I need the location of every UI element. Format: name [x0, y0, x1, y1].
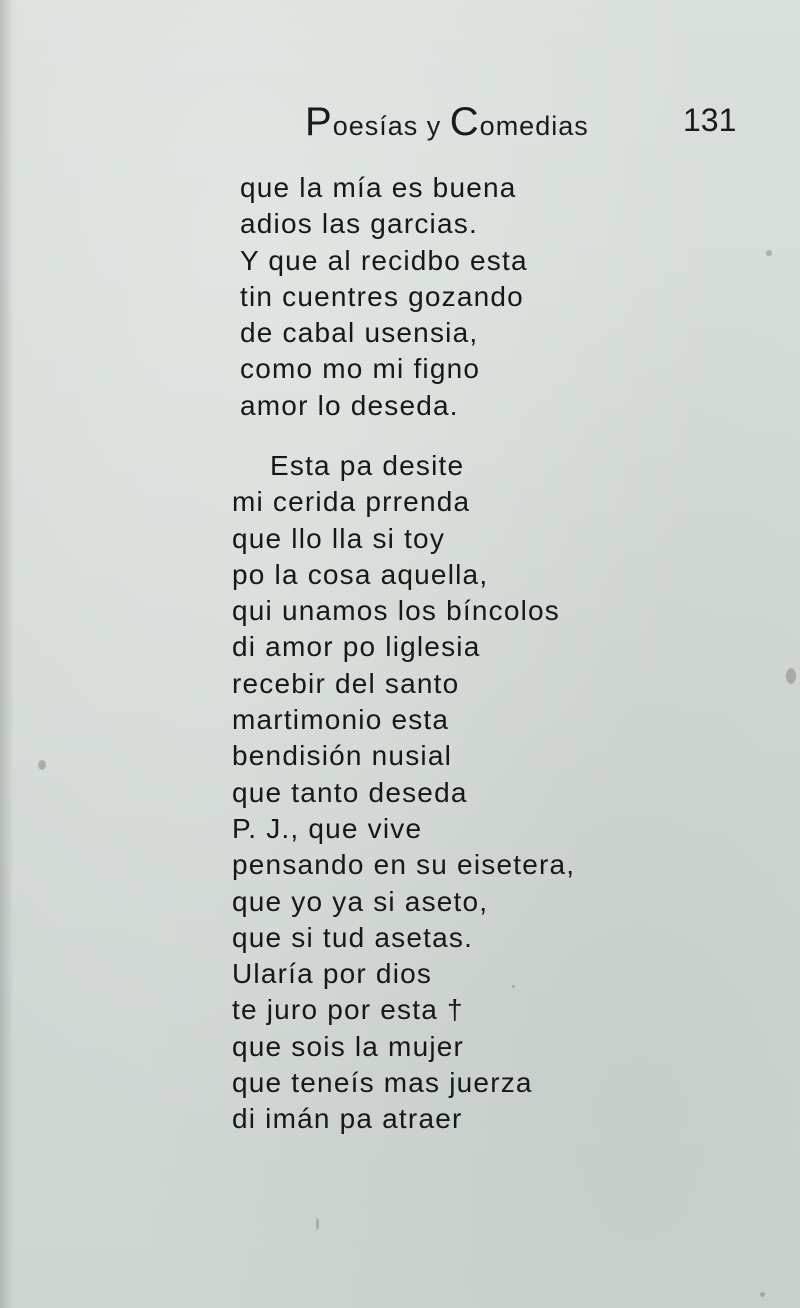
verse-line: que yo ya si aseto,: [232, 885, 489, 917]
stanza-2: [0, 448, 800, 1138]
verse-line: recebir del santo: [232, 667, 460, 699]
page-number: 131: [683, 102, 737, 138]
verse-line: mi cerida prrenda: [232, 486, 471, 518]
verse-line: que teneís mas juerza: [232, 1067, 533, 1099]
verse-line: que llo lla si toy: [232, 522, 446, 554]
verse-line: martimonio esta: [232, 704, 450, 736]
verse-line: que tanto deseda: [232, 776, 468, 808]
verse-line: amor lo deseda.: [240, 389, 459, 421]
verse-line: tin cuentres gozando: [240, 280, 524, 312]
verse-line: qui unamos los bíncolos: [232, 595, 560, 627]
verse-line: que sois la mujer: [232, 1030, 465, 1062]
stanza-1: [0, 170, 800, 424]
verse-line: te juro por esta †: [232, 994, 464, 1026]
page-header: [0, 96, 800, 146]
verse-line: di imán pa atraer: [232, 1103, 463, 1135]
verse-line: como mo mi figno: [240, 353, 481, 385]
verse-line: po la cosa aquella,: [232, 558, 489, 590]
running-title: Poesías y Comedias: [305, 100, 589, 144]
verse-line: de cabal usensia,: [240, 317, 479, 349]
verse-line: di amor po liglesia: [232, 631, 481, 663]
verse-line: Esta pa desite: [270, 450, 465, 481]
verse-line: adios las garcias.: [240, 208, 478, 240]
verse-line: pensando en su eisetera,: [232, 849, 576, 881]
verse-line: que si tud asetas.: [232, 921, 474, 953]
verse-line: Y que al recidbo esta: [240, 244, 528, 276]
verse-line: Ularía por dios: [232, 958, 433, 990]
verse-line: que la mía es buena: [240, 172, 517, 203]
verse-line: bendisión nusial: [232, 740, 453, 772]
verse-line: P. J., que vive: [232, 812, 423, 844]
